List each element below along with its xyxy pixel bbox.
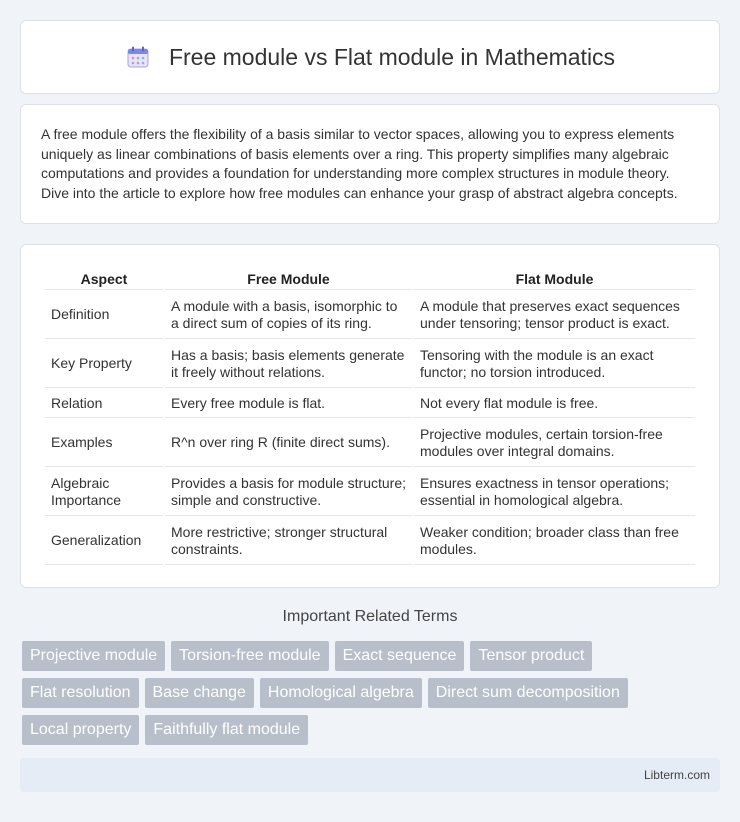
tag-row bbox=[22, 678, 722, 708]
cell-free: A module with a basis, isomorphic to a direct sum of copies of its ring. bbox=[165, 292, 412, 339]
cell-free: Has a basis; basis elements generate it freely without relations. bbox=[165, 341, 412, 388]
calendar-icon bbox=[125, 44, 151, 70]
tag-homological-algebra[interactable]: Homological algebra bbox=[260, 678, 422, 708]
cell-aspect: Key Property bbox=[45, 341, 163, 388]
cell-aspect: Algebraic Importance bbox=[45, 469, 163, 516]
cell-flat: Projective modules, certain torsion-free modules over integral domains. bbox=[414, 420, 695, 467]
tag-base-change[interactable]: Base change bbox=[145, 678, 254, 708]
cell-flat: A module that preserves exact sequences under tensoring; tensor product is exact. bbox=[414, 292, 695, 339]
cell-aspect: Generalization bbox=[45, 518, 163, 565]
table-row bbox=[45, 341, 695, 388]
footer bbox=[20, 758, 720, 792]
cell-free: More restrictive; stronger structural constraints. bbox=[165, 518, 412, 565]
tag-faithfully-flat-module[interactable]: Faithfully flat module bbox=[145, 715, 308, 745]
tag-direct-sum-decomposition[interactable]: Direct sum decomposition bbox=[428, 678, 628, 708]
table-row bbox=[45, 469, 695, 516]
tag-row bbox=[22, 641, 722, 671]
tag-projective-module[interactable]: Projective module bbox=[22, 641, 165, 671]
tag-flat-resolution[interactable]: Flat resolution bbox=[22, 678, 139, 708]
header-free-module: Free Module bbox=[165, 267, 412, 290]
related-terms-title: Important Related Terms bbox=[282, 608, 458, 625]
tag-tensor-product[interactable]: Tensor product bbox=[470, 641, 592, 671]
cell-aspect: Definition bbox=[45, 292, 163, 339]
cell-aspect: Relation bbox=[45, 390, 163, 418]
table-row bbox=[45, 390, 695, 418]
tag-row bbox=[22, 715, 722, 745]
title-card bbox=[20, 20, 720, 94]
page-title: Free module vs Flat module in Mathematics bbox=[168, 43, 616, 70]
tag-exact-sequence[interactable]: Exact sequence bbox=[335, 641, 465, 671]
cell-flat: Tensoring with the module is an exact functor; no torsion introduced. bbox=[414, 341, 695, 388]
cell-free: Provides a basis for module structure; simple and constructive. bbox=[165, 469, 412, 516]
comparison-table bbox=[43, 265, 697, 567]
cell-flat: Not every flat module is free. bbox=[414, 390, 695, 418]
intro-card bbox=[20, 104, 720, 224]
table-header-row bbox=[45, 267, 695, 290]
tag-torsion-free-module[interactable]: Torsion-free module bbox=[171, 641, 328, 671]
cell-aspect: Examples bbox=[45, 420, 163, 467]
related-terms bbox=[22, 641, 722, 752]
cell-flat: Weaker condition; broader class than free modules. bbox=[414, 518, 695, 565]
table-row bbox=[45, 420, 695, 467]
cell-free: Every free module is flat. bbox=[165, 390, 412, 418]
header-aspect: Aspect bbox=[45, 267, 163, 290]
header-flat-module: Flat Module bbox=[414, 267, 695, 290]
footer-link[interactable]: Libterm.com bbox=[643, 768, 710, 782]
table-row bbox=[45, 518, 695, 565]
tag-local-property[interactable]: Local property bbox=[22, 715, 139, 745]
cell-flat: Ensures exactness in tensor operations; essential in homological algebra. bbox=[414, 469, 695, 516]
cell-free: R^n over ring R (finite direct sums). bbox=[165, 420, 412, 467]
table-row bbox=[45, 292, 695, 339]
intro-text: A free module offers the flexibility of a basis similar to vector spaces, allowing you to express elements uniquely as linear combinations of basis elements over a ring. This property simplifies many algebraic computations and provides a foundation for understanding more complex structures in module theory. Dive into the article to explore how free modules can enhance your grasp of abstract algebra concepts. bbox=[41, 126, 678, 201]
comparison-card bbox=[20, 244, 720, 588]
